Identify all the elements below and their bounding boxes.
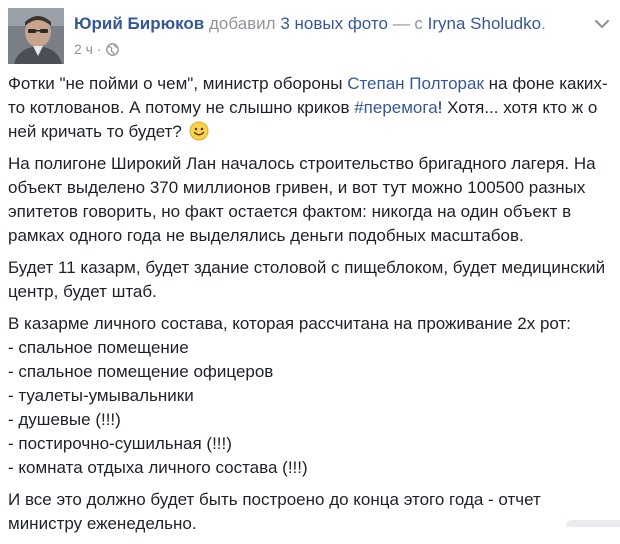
paragraph-5: И все это должно будет быть построено до конца этого года - отчет министру еженедельно.: [8, 490, 541, 533]
post-headline: [74, 13, 574, 35]
action-text: добавил: [208, 14, 276, 33]
paragraph-1: [8, 72, 612, 144]
headline-period: .: [541, 14, 546, 33]
with-text: — с: [392, 14, 423, 33]
avatar-photo-icon: [8, 8, 64, 64]
list-item: - спальное помещение офицеров: [8, 362, 274, 381]
list-item: - туалеты-умывальники: [8, 386, 194, 405]
paragraph-2: На полигоне Широкий Лан началось строительство бригадного лагеря. На объект выделено 370 миллионов гривен, и вот тут можно 100500 разных эпитетов говорить, но факт остается фактом: никогда на один объект в рамках одного года не выделялись деньги подобных масштабов.: [8, 154, 596, 245]
post-menu-button[interactable]: [592, 16, 612, 32]
meta-separator: ·: [96, 41, 102, 57]
list-item: - постирочно-сушильная (!!!): [8, 434, 232, 453]
author-avatar[interactable]: [8, 8, 64, 64]
p1-text-end: ! Хотя... хотя кто ж о ней кричать то будет?: [8, 98, 598, 141]
author-name[interactable]: Юрий Бирюков: [74, 14, 205, 33]
tagged-person-link[interactable]: Iryna Sholudko: [427, 14, 542, 33]
post-body: [8, 72, 612, 544]
globe-icon[interactable]: [106, 43, 119, 56]
list-intro: В казарме личного состава, которая рассчитана на проживание 2х рот:: [8, 314, 571, 333]
list-item: - комната отдыха личного состава (!!!): [8, 458, 308, 477]
photos-link[interactable]: 3 новых фото: [280, 14, 388, 33]
paragraph-3: Будет 11 казарм, будет здание столовой с пищеблоком, будет медицинский центр, будет штаб.: [8, 258, 606, 301]
hashtag-link[interactable]: #перемога: [354, 98, 438, 117]
chevron-down-icon: [592, 16, 612, 32]
p1-text-middle: на фоне каких-то котлованов. А потому не слышно криков: [8, 74, 608, 117]
post-timestamp[interactable]: 2 ч: [74, 41, 93, 57]
bottom-corner-divider: [566, 520, 620, 527]
p1-text-start: Фотки "не пойми о чем", министр обороны: [8, 74, 348, 93]
mention-link[interactable]: Степан Полторак: [347, 74, 484, 93]
list-item: - душевые (!!!): [8, 410, 121, 429]
paragraph-4: [8, 312, 612, 480]
list-item: - спальное помещение: [8, 338, 189, 357]
smile-emoji-icon: [189, 121, 209, 141]
post-header: [8, 8, 612, 64]
post-meta: [74, 40, 119, 58]
